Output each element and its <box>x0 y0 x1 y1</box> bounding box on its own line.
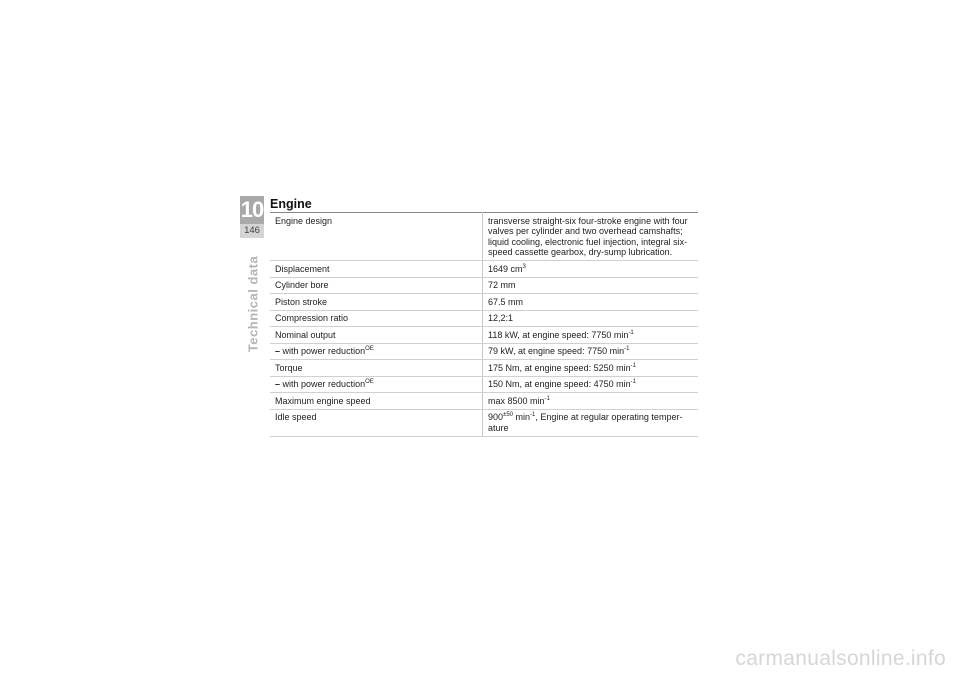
row-value: 12,2:1 <box>483 310 699 327</box>
row-value: max 8500 $\min^{-1}$ <box>483 393 699 410</box>
table-row <box>270 360 698 377</box>
chapter-tab <box>240 196 264 238</box>
table-row <box>270 393 698 410</box>
row-value: $900^{\pm 50}$ $\min^{-1}$, Engine at regular operating temper-ature <box>483 409 699 436</box>
row-label: Engine design <box>270 213 483 261</box>
row-label: Compression ratio <box>270 310 483 327</box>
row-label: Torque <box>270 360 483 377</box>
row-label: Idle speed <box>270 409 483 436</box>
row-label: – with power reduction$^{OE}$ <box>270 376 483 393</box>
page-number: 146 <box>240 224 264 238</box>
row-label: – with power reduction$^{OE}$ <box>270 343 483 360</box>
row-label: Nominal output <box>270 327 483 344</box>
row-value: 79 kW, at engine speed: 7750 $\min^{-1}$ <box>483 343 699 360</box>
chapter-label: Technical data <box>245 255 261 353</box>
row-label: Maximum engine speed <box>270 393 483 410</box>
table-row <box>270 213 698 261</box>
dash-icon: – <box>275 346 281 356</box>
table-row <box>270 327 698 344</box>
section-title: Engine <box>270 197 312 211</box>
row-label: Displacement <box>270 261 483 278</box>
table-row <box>270 261 698 278</box>
table-row <box>270 310 698 327</box>
table-row <box>270 294 698 311</box>
table-row <box>270 409 698 436</box>
row-value: 1649 $cm^3$ <box>483 261 699 278</box>
row-value: 150 Nm, at engine speed: 4750 $\min^{-1}$ <box>483 376 699 393</box>
table-row <box>270 343 698 360</box>
row-value: 67.5 mm <box>483 294 699 311</box>
chapter-number: 10 <box>240 197 264 222</box>
table-row <box>270 277 698 294</box>
row-value: 72 mm <box>483 277 699 294</box>
row-value: transverse straight-six four-stroke engine with four valves per cylinder and two overhead camshafts; liquid cooling, electronic fuel injection, integral six-speed cassette gearbox, dry-sump lubrication. <box>483 213 699 261</box>
dash-icon: – <box>275 379 281 389</box>
row-value: 118 kW, at engine speed: 7750 $\min^{-1}$ <box>483 327 699 344</box>
engine-spec-table <box>270 212 698 437</box>
row-label: Piston stroke <box>270 294 483 311</box>
watermark: carmanualsonline.info <box>735 647 946 670</box>
row-label: Cylinder bore <box>270 277 483 294</box>
table-row <box>270 376 698 393</box>
row-value: 175 Nm, at engine speed: 5250 $\min^{-1}$ <box>483 360 699 377</box>
chapter-side-label <box>246 244 260 364</box>
